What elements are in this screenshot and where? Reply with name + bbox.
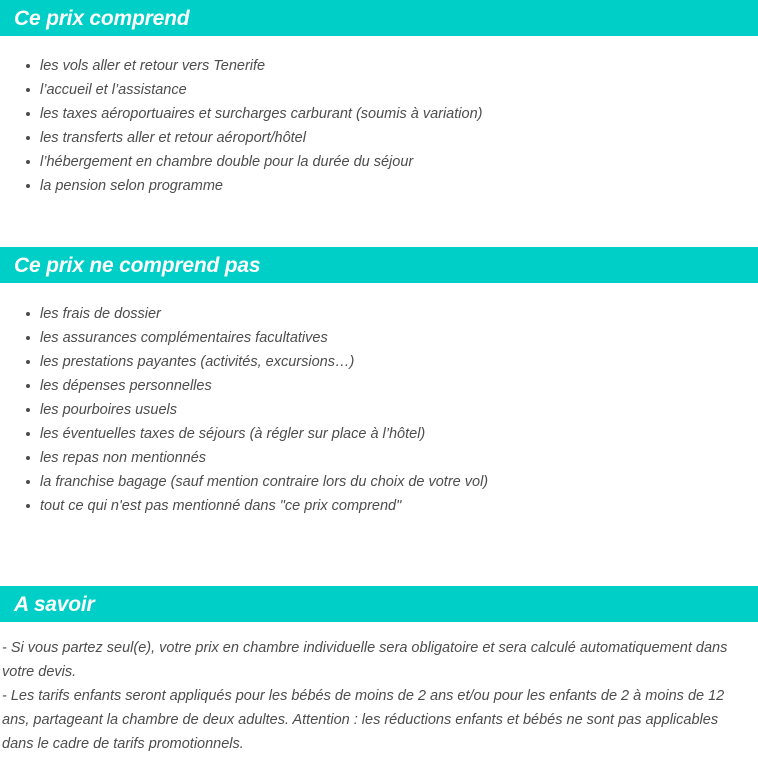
spacer-after-not-included-header (0, 283, 758, 302)
list-item: les éventuelles taxes de séjours (à régler sur place à l’hôtel) (0, 422, 758, 446)
section-header-not-included (0, 247, 758, 283)
list-item: l’accueil et l’assistance (0, 78, 758, 102)
list-item: les transferts aller et retour aéroport/hôtel (0, 126, 758, 150)
list-item: les assurances complémentaires facultatives (0, 326, 758, 350)
section-body-included (0, 54, 758, 198)
section-title-not-included: Ce prix ne comprend pas (14, 253, 261, 277)
section-header-included (0, 0, 758, 36)
spacer-after-included-list (0, 198, 758, 247)
list-item: l’hébergement en chambre double pour la durée du séjour (0, 150, 758, 174)
list-item: les prestations payantes (activités, excursions…) (0, 350, 758, 374)
section-header-good-to-know (0, 586, 758, 622)
list-item: tout ce qui n'est pas mentionné dans "ce prix comprend" (0, 494, 758, 518)
section-title-included: Ce prix comprend (14, 6, 190, 30)
spacer-after-good-to-know-header (0, 622, 758, 636)
list-item: les frais de dossier (0, 302, 758, 326)
list-item: la franchise bagage (sauf mention contraire lors du choix de votre vol) (0, 470, 758, 494)
included-list (0, 54, 758, 198)
note-paragraph: - Si vous partez seul(e), votre prix en chambre individuelle sera obligatoire et sera calculé automatiquement dans votre devis. (2, 640, 728, 680)
list-item: les taxes aéroportuaires et surcharges carburant (soumis à variation) (0, 102, 758, 126)
section-body-good-to-know (0, 636, 758, 756)
section-body-not-included (0, 302, 758, 518)
list-item: la pension selon programme (0, 174, 758, 198)
list-item: les pourboires usuels (0, 398, 758, 422)
section-title-good-to-know: A savoir (14, 592, 95, 616)
spacer-after-not-included-list (0, 518, 758, 586)
note-paragraph: - Les tarifs enfants seront appliqués pour les bébés de moins de 2 ans et/ou pour les enfants de 2 à moins de 12 ans, partageant la chambre de deux adultes. Attention : les réductions enfants et bébés ne sont pas applicables dans le cadre de tarifs promotionnels. (2, 688, 725, 752)
list-item: les vols aller et retour vers Tenerife (0, 54, 758, 78)
not-included-list (0, 302, 758, 518)
list-item: les dépenses personnelles (0, 374, 758, 398)
list-item: les repas non mentionnés (0, 446, 758, 470)
spacer-after-included-header (0, 36, 758, 54)
